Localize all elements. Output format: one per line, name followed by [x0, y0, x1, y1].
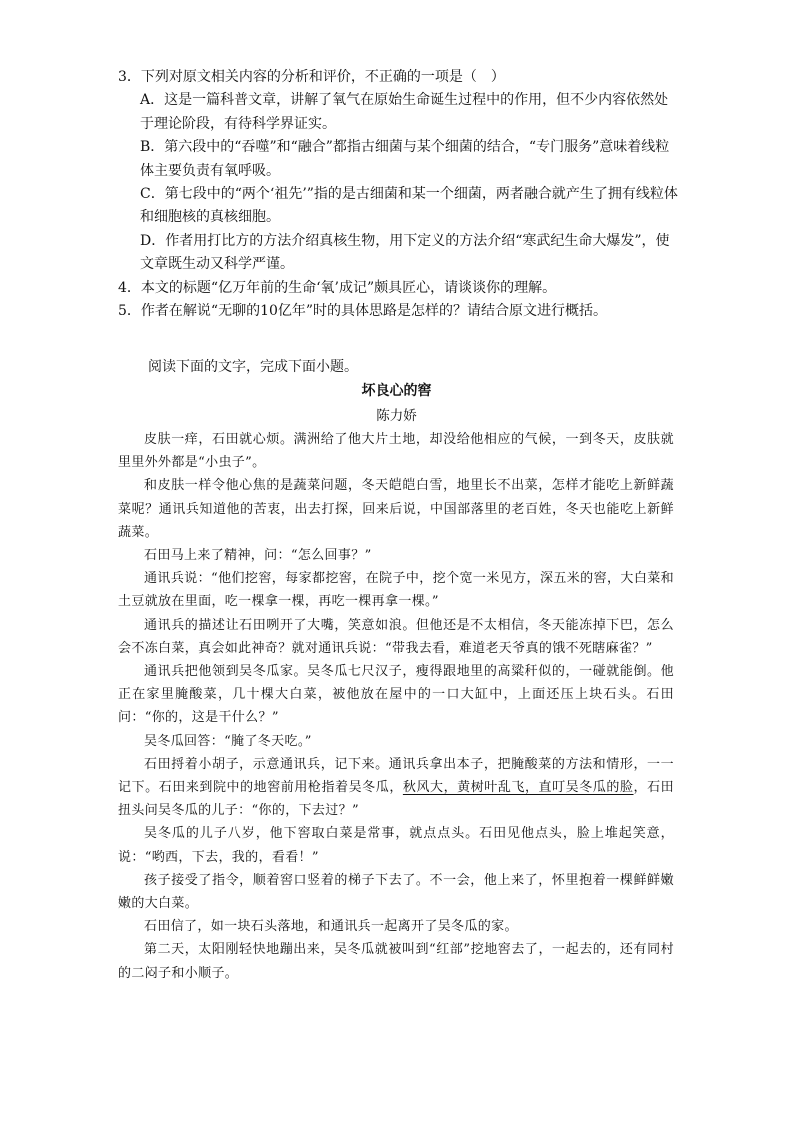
question-3-option-d: D．作者用打比方的方法介绍真核生物，用下定义的方法介绍“寒武纪生命大爆发”，使文章既生动又科学严谨。: [140, 232, 670, 273]
underlined-sentence: 秋风大，黄树叶乱飞，直叮吴冬瓜的脸: [402, 780, 634, 796]
question-3-option-a: A．这是一篇科普文章，讲解了氧气在原始生命诞生过程中的作用，但不少内容依然处于理论阶段，有待科学界证实。: [140, 92, 669, 132]
question-4: 4．本文的标题“亿万年前的生命‘氧’成记”颇具匠心，请谈谈你的理解。: [118, 279, 557, 296]
story-paragraph: 通讯兵的描述让石田咧开了大嘴，笑意如浪。但他还是不太相信，冬天能冻掉下巴，怎么会不冻白菜，真会如此神奇？就对通讯兵说：“带我去看，难道老天爷真的饿不死瞎麻雀？”: [118, 617, 674, 656]
question-3-option-c: C．第七段中的“两个‘祖先’”指的是古细菌和某一个细菌，两者融合就产生了拥有线粒体和细胞核的真核细胞。: [140, 186, 678, 226]
story-paragraph: 石田信了，如一块石头落地，和通讯兵一起离开了吴冬瓜的家。: [144, 919, 518, 935]
question-list: [118, 66, 678, 323]
paragraph-text: ，石田扭头问吴冬瓜的儿子：“你的，下去过？”: [118, 780, 674, 819]
story-paragraph: 吴冬瓜的儿子八岁，他下窖取白菜是常事，就点点头。石田见他点头，脸上堆起笑意，说：“哟西，下去，我的，看看！”: [118, 826, 674, 865]
story-paragraph: 石田马上来了精神，问：“怎么回事？”: [144, 548, 372, 564]
story-author: 陈力娇: [376, 408, 417, 424]
story-paragraph: 孩子接受了指令，顺着窖口竖着的梯子下去了。不一会，他上来了，怀里抱着一棵鲜鲜嫩嫩的大白菜。: [118, 872, 674, 912]
question-3-option-b: B．第六段中的“吞噬”和“融合”都指古细菌与某个细菌的结合，“专门服务”意味着线粒体主要负责有氧呼吸。: [140, 139, 670, 179]
story-body: [118, 428, 674, 985]
story-paragraph: 第二天，太阳刚轻快地蹦出来，吴冬瓜就被叫到“红部”挖地窖去了，一起去的，还有同村的二闷子和小顺子。: [118, 942, 674, 981]
story-paragraph: 吴冬瓜回答：“腌了冬天吃。”: [144, 733, 312, 749]
story-paragraph: 通讯兵说：“他们挖窖，每家都挖窖，在院子中，挖个宽一米见方，深五米的窖，大白菜和土豆就放在里面，吃一棵拿一棵，再吃一棵再拿一棵。”: [118, 571, 674, 610]
question-5: 5．作者在解说“无聊的10亿年”时的具体思路是怎样的？请结合原文进行概括。: [118, 303, 608, 320]
question-3-stem: 3．下列对原文相关内容的分析和评价，不正确的一项是（ ）: [118, 69, 505, 85]
story-paragraph: 皮肤一痒，石田就心烦。满洲给了他大片土地，却没给他相应的气候，一到冬天，皮肤就里里外外都是“小虫子”。: [118, 432, 674, 471]
paragraph-text: 石田捋着小胡子，示意通讯兵，记下来。通讯兵拿出本子，把腌酸菜的方法和情形，一一记下。石田来到院中的地窖前用枪指着吴冬瓜，: [118, 756, 674, 796]
story-paragraph: 通讯兵把他领到吴冬瓜家。吴冬瓜七尺汉子，瘦得跟地里的高粱秆似的，一碰就能倒。他正在家里腌酸菜，几十棵大白菜，被他放在屋中的一口大缸中，上面还压上块石头。石田问：“你的，这是干什么？”: [118, 664, 674, 726]
story-paragraph: 和皮肤一样令他心焦的是蔬菜问题，冬天皑皑白雪，地里长不出菜，怎样才能吃上新鲜蔬菜呢？通讯兵知道他的苦衷，出去打探，回来后说，中国部落里的老百姓，冬天也能吃上新鲜蔬菜。: [118, 478, 674, 540]
story-paragraph-underlined: [118, 753, 674, 823]
story-title: 坏良心的窖: [361, 383, 432, 399]
reading-intro: 阅读下面的文字，完成下面小题。: [148, 359, 358, 375]
